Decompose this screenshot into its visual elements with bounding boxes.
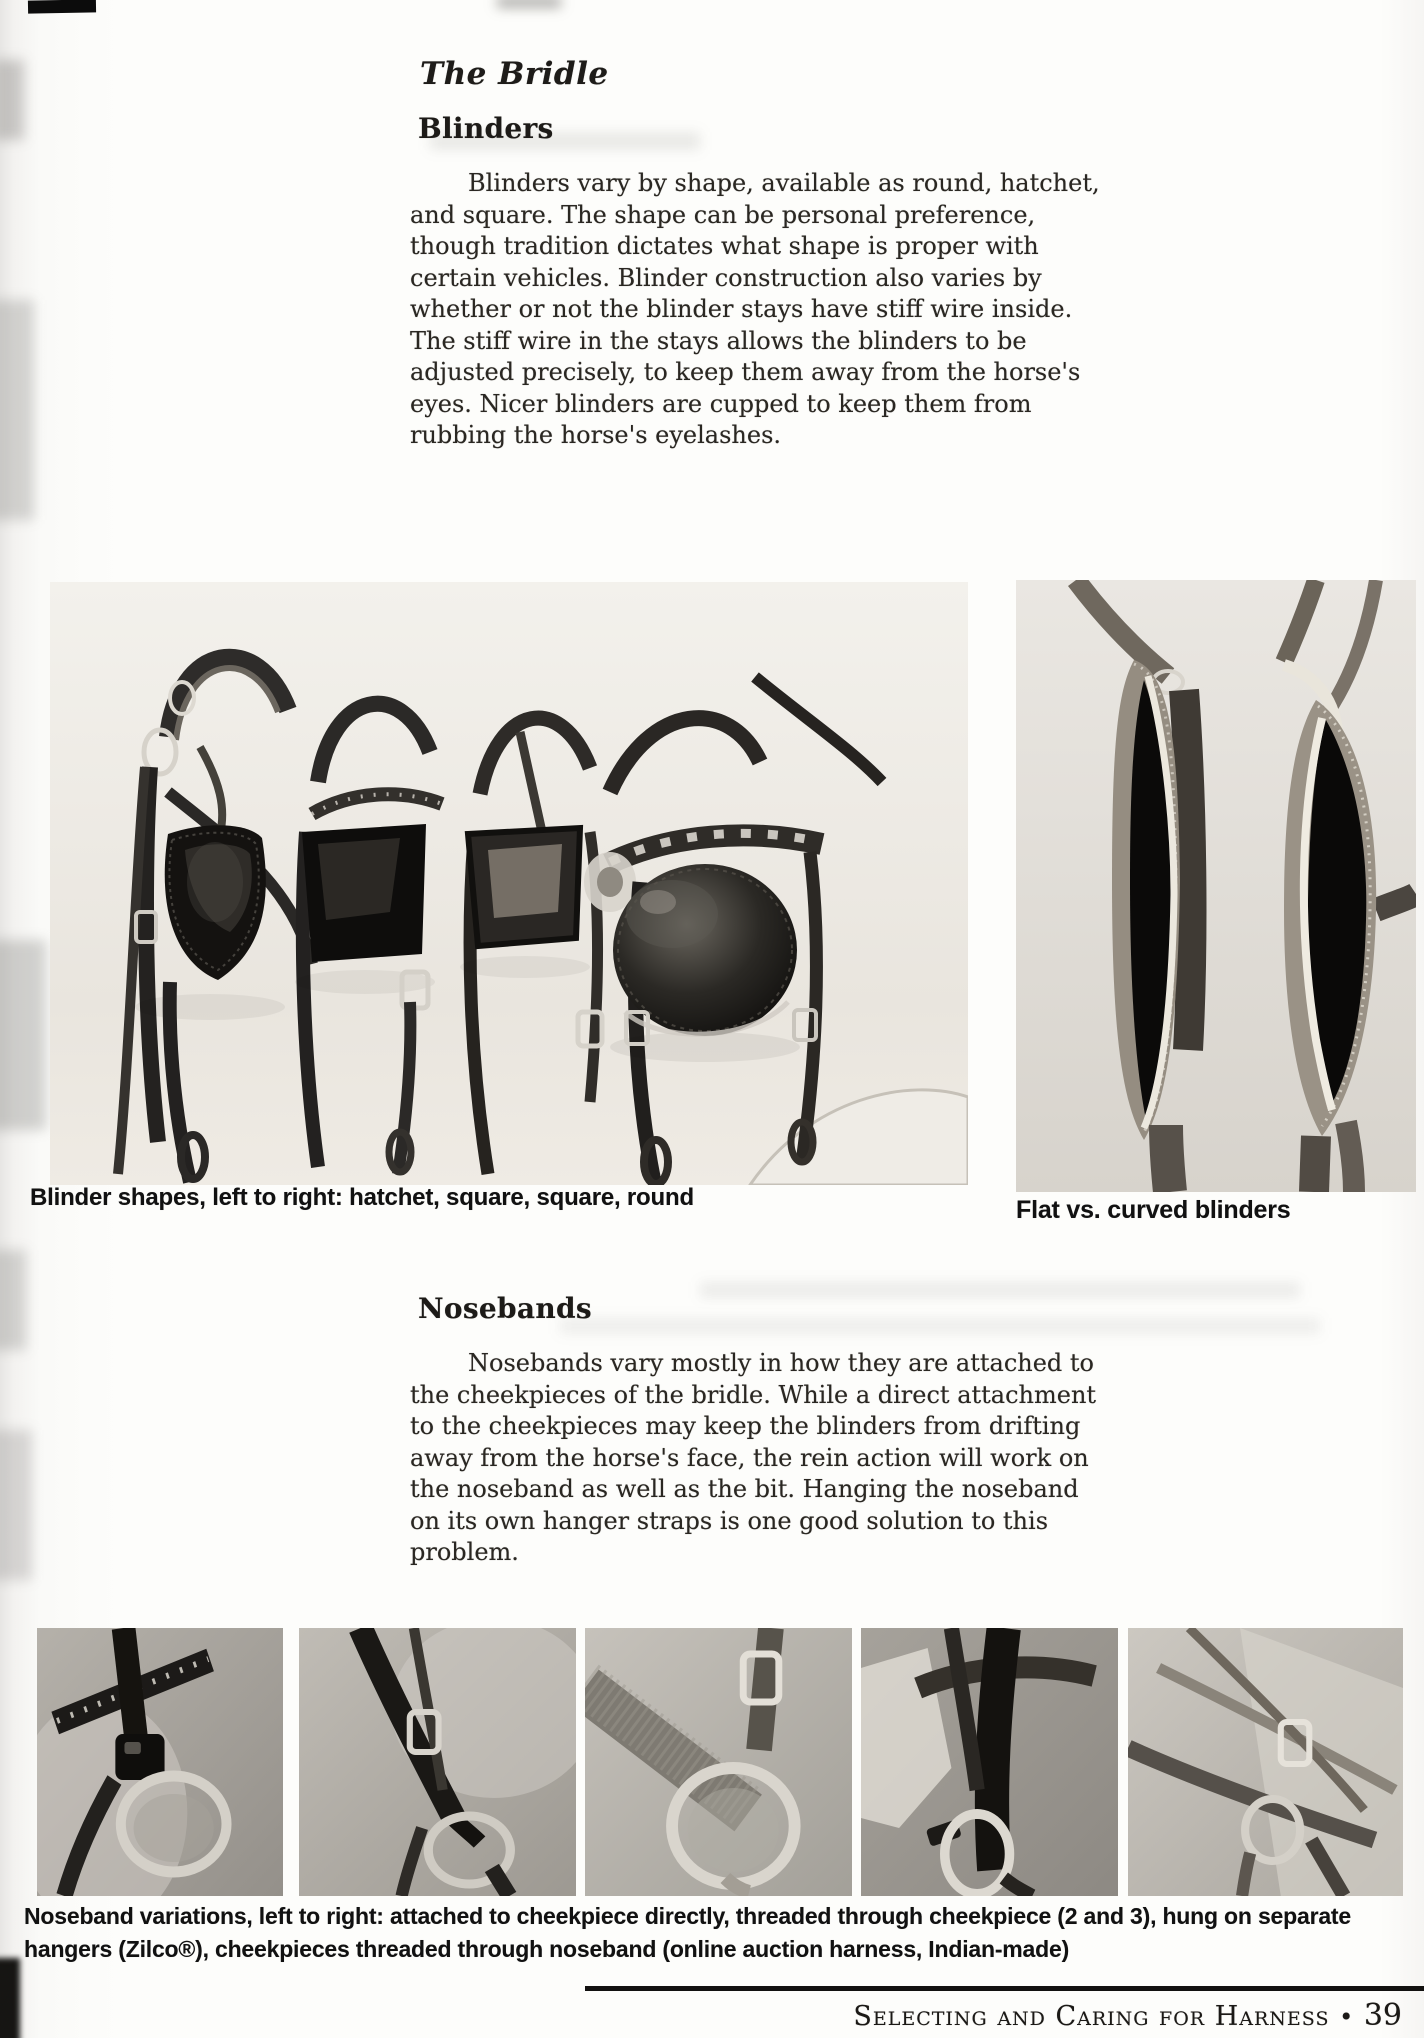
noseband-photo-5-illustration [1128, 1628, 1403, 1896]
heading-blinders: Blinders [418, 112, 554, 145]
footer-title: Selecting and Caring for Harness [853, 2001, 1330, 2032]
footer-bullet: • [1339, 2003, 1355, 2031]
scan-artifact-top-tab [497, 0, 561, 8]
footer-rule [585, 1986, 1424, 1991]
scan-artifact-left-smudge-3 [0, 940, 46, 1130]
noseband-photo-4-illustration [861, 1628, 1118, 1896]
figure-blinder-shapes-photo [50, 582, 968, 1185]
paragraph-nosebands: Nosebands vary mostly in how they are attached to the cheekpieces of the bridle. While a direct attachment to the cheekpieces may keep the blinders from drifting away from the horse's face, the rein action will work on the noseband as well as the bit. Hanging the noseband on its own hanger straps is one good solution to this problem. [410, 1349, 1097, 1566]
page-title: The Bridle [420, 56, 609, 92]
paragraph-blinders: Blinders vary by shape, available as round, hatchet, and square. The shape can be personal preference, though tradition dictates what shape is proper with certain vehicles. Blinder construction also varies by whether or not the blinder stays have stiff wire inside. The stiff wire in the stays allows the blinders to be adjusted precisely, to keep them away from the horse's eyes. Nicer blinders are cupped to keep them from rubbing the horse's eyelashes. [410, 169, 1100, 449]
blinder-shapes-illustration [50, 582, 968, 1185]
noseband-photo-2-illustration [299, 1628, 576, 1896]
scan-artifact-ghost-text-3 [560, 1318, 1320, 1334]
footer-page-number: 39 [1363, 1998, 1402, 2033]
noseband-photo-5 [1128, 1628, 1403, 1896]
caption-blinder-shapes: Blinder shapes, left to right: hatchet, square, square, round [30, 1184, 694, 1211]
noseband-photo-3 [585, 1628, 852, 1896]
noseband-photo-3-illustration [585, 1628, 852, 1896]
noseband-photo-2 [299, 1628, 576, 1896]
noseband-photo-1-illustration [37, 1628, 283, 1896]
scan-artifact-ghost-text-2 [700, 1282, 1300, 1298]
noseband-photo-4 [861, 1628, 1118, 1896]
figure-flat-vs-curved-photo [1016, 580, 1416, 1192]
noseband-photo-1 [37, 1628, 283, 1896]
scan-artifact-left-smudge-5 [0, 1430, 32, 1580]
caption-flat-vs-curved: Flat vs. curved blinders [1016, 1196, 1291, 1224]
scan-artifact-top-left-bar [28, 0, 96, 14]
caption-noseband-variations: Noseband variations, left to right: attached to cheekpiece directly, threaded through cheekpiece (2 and 3), hung on separate hangers (Zilco®), cheekpieces threaded through noseband (online auction harness, Indian-made) [24, 1903, 1351, 1962]
scan-artifact-left-smudge-2 [0, 300, 34, 520]
heading-nosebands: Nosebands [418, 1292, 592, 1325]
scan-artifact-left-smudge-4 [0, 1250, 26, 1350]
scan-artifact-left-smudge-1 [0, 60, 24, 140]
footer-running-head [853, 1998, 1402, 2033]
scan-artifact-bottom-left-corner [0, 1958, 20, 2038]
flat-vs-curved-illustration [1016, 580, 1416, 1192]
